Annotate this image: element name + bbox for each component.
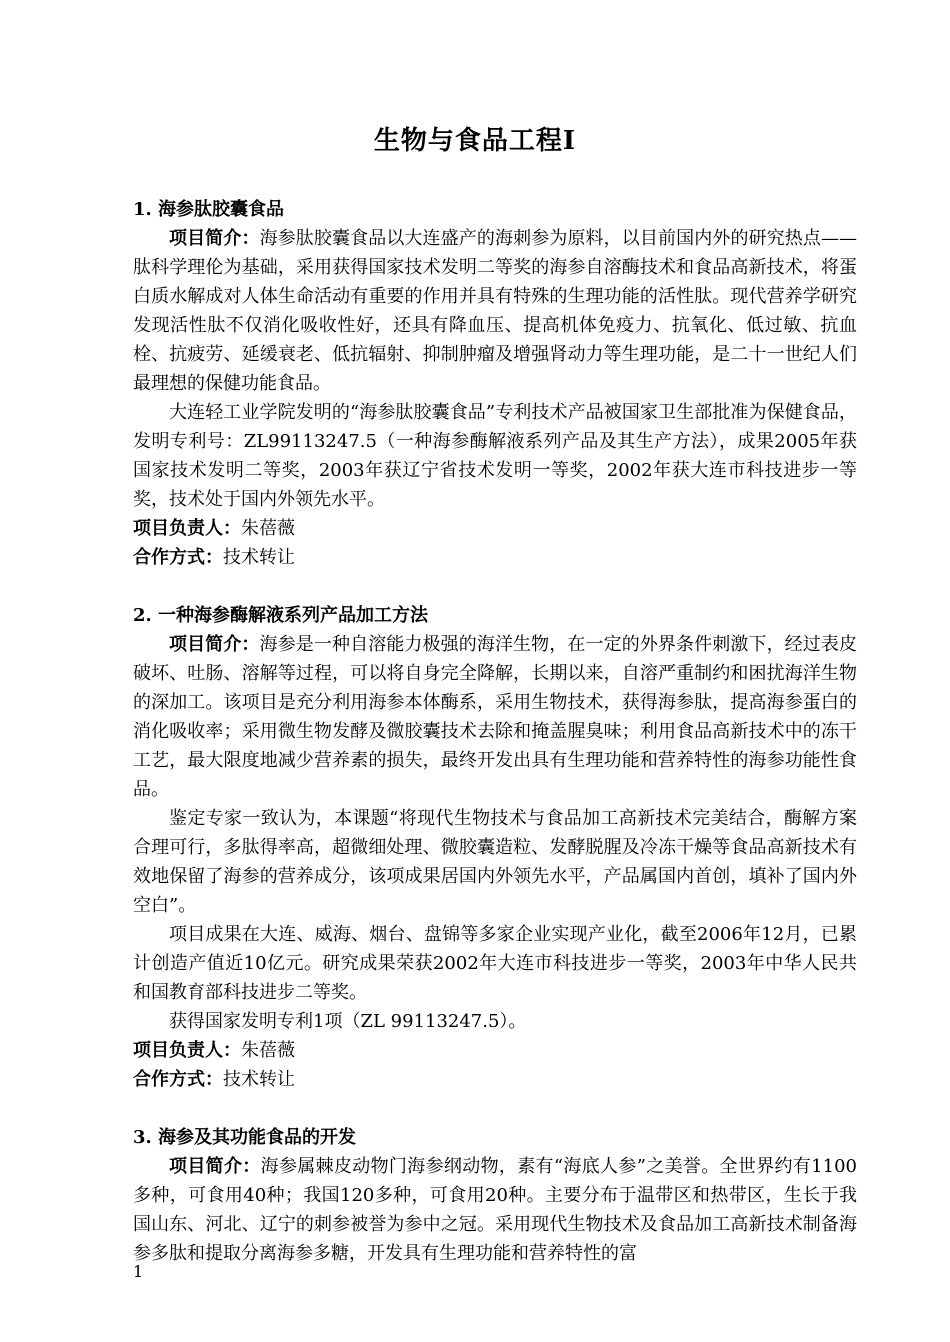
page-title: 生物与食品工程Ⅰ [373,126,577,156]
intro-label: 项目简介： [169,1156,261,1177]
paragraph: 鉴定专家一致认为，本课题“将现代生物技术与食品加工高新技术完美结合，酶解方案合理可行，多肽得率高，超微细处理、微胶囊造粒、发酵脱腥及冷冻干燥等食品高新技术有效地保留了海参的营养成分，该项成果居国内外领先水平，产品属国内首创，填补了国内外空白”。 [133,808,857,916]
intro-text: 海参是一种自溶能力极强的海洋生物，在一定的外界条件刺激下，经过表皮破坏、吐肠、溶解等过程，可以将自身完全降解，长期以来，自溶严重制约和困扰海洋生物的深加工。该项目是充分利用海参本体酶系，采用生物技术，获得海参肽，提高海参蛋白的消化吸收率；采用微生物发酵及微胶囊技术去除和掩盖腥臭味；利用食品高新技术中的冻干工艺，最大限度地减少营养素的损失，最终开发出具有生理功能和营养特性的海参功能性食品。 [133,634,858,800]
cooperation-mode [133,1065,857,1094]
leader-name: 朱蓓薇 [241,518,295,539]
cooperation-mode [133,543,857,572]
section-heading: 3. 海参及其功能食品的开发 [133,1127,357,1148]
intro-label: 项目简介： [169,228,260,249]
leader-name: 朱蓓薇 [241,1040,295,1061]
coop-value: 技术转让 [223,547,295,568]
project-leader [133,514,857,543]
section-3 [133,1123,857,1268]
paragraph: 获得国家发明专利1项（ZL 99113247.5）。 [169,1011,527,1032]
coop-value: 技术转让 [223,1069,295,1090]
paragraph: 大连轻工业学院发明的“海参肽胶囊食品”专利技术产品被国家卫生部批准为保健食品，发明专利号：ZL99113247.5（一种海参酶解液系列产品及其生产方法），成果2005年获国家技术发明二等奖，2003年获辽宁省技术发明一等奖，2002年获大连市科技进步一等奖，技术处于国内外领先水平。 [133,402,857,510]
coop-label: 合作方式： [133,547,223,568]
intro-text: 海参属棘皮动物门海参纲动物，素有“海底人参”之美誉。全世界约有1100多种，可食用40种；我国120多种，可食用20种。主要分布于温带区和热带区，生长于我国山东、河北、辽宁的刺参被誉为参中之冠。采用现代生物技术及食品加工高新技术制备海参多肽和提取分离海参多糖，开发具有生理功能和营养特性的富 [133,1156,857,1264]
section-heading: 2. 一种海参酶解液系列产品加工方法 [133,605,429,626]
section-2 [133,601,857,1094]
page-number: 1 [133,1262,144,1281]
intro-label: 项目简介： [169,634,260,655]
intro-paragraph [133,630,857,804]
leader-label: 项目负责人： [133,1040,241,1061]
section-gap [133,572,857,601]
section-1 [133,195,857,572]
intro-paragraph [133,224,857,398]
coop-label: 合作方式： [133,1069,223,1090]
section-gap [133,1094,857,1123]
project-leader [133,1036,857,1065]
section-heading: 1. 海参肽胶囊食品 [133,199,285,220]
intro-paragraph [133,1152,857,1268]
document-body [133,195,857,1268]
intro-text: 海参肽胶囊食品以大连盛产的海刺参为原料，以目前国内外的研究热点——肽科学理伦为基础，采用获得国家技术发明二等奖的海参自溶酶技术和食品高新技术，将蛋白质水解成对人体生命活动有重要的作用并具有特殊的生理功能的活性肽。现代营养学研究发现活性肽不仅消化吸收性好，还具有降血压、提高机体免疫力、抗氧化、低过敏、抗血栓、抗疲劳、延缓衰老、低抗辐射、抑制肿瘤及增强肾动力等生理功能，是二十一世纪人们最理想的保健功能食品。 [133,228,858,394]
leader-label: 项目负责人： [133,518,241,539]
paragraph: 项目成果在大连、威海、烟台、盘锦等多家企业实现产业化，截至2006年12月，已累计创造产值近10亿元。研究成果荣获2002年大连市科技进步一等奖，2003年中华人民共和国教育部科技进步二等奖。 [133,924,857,1003]
